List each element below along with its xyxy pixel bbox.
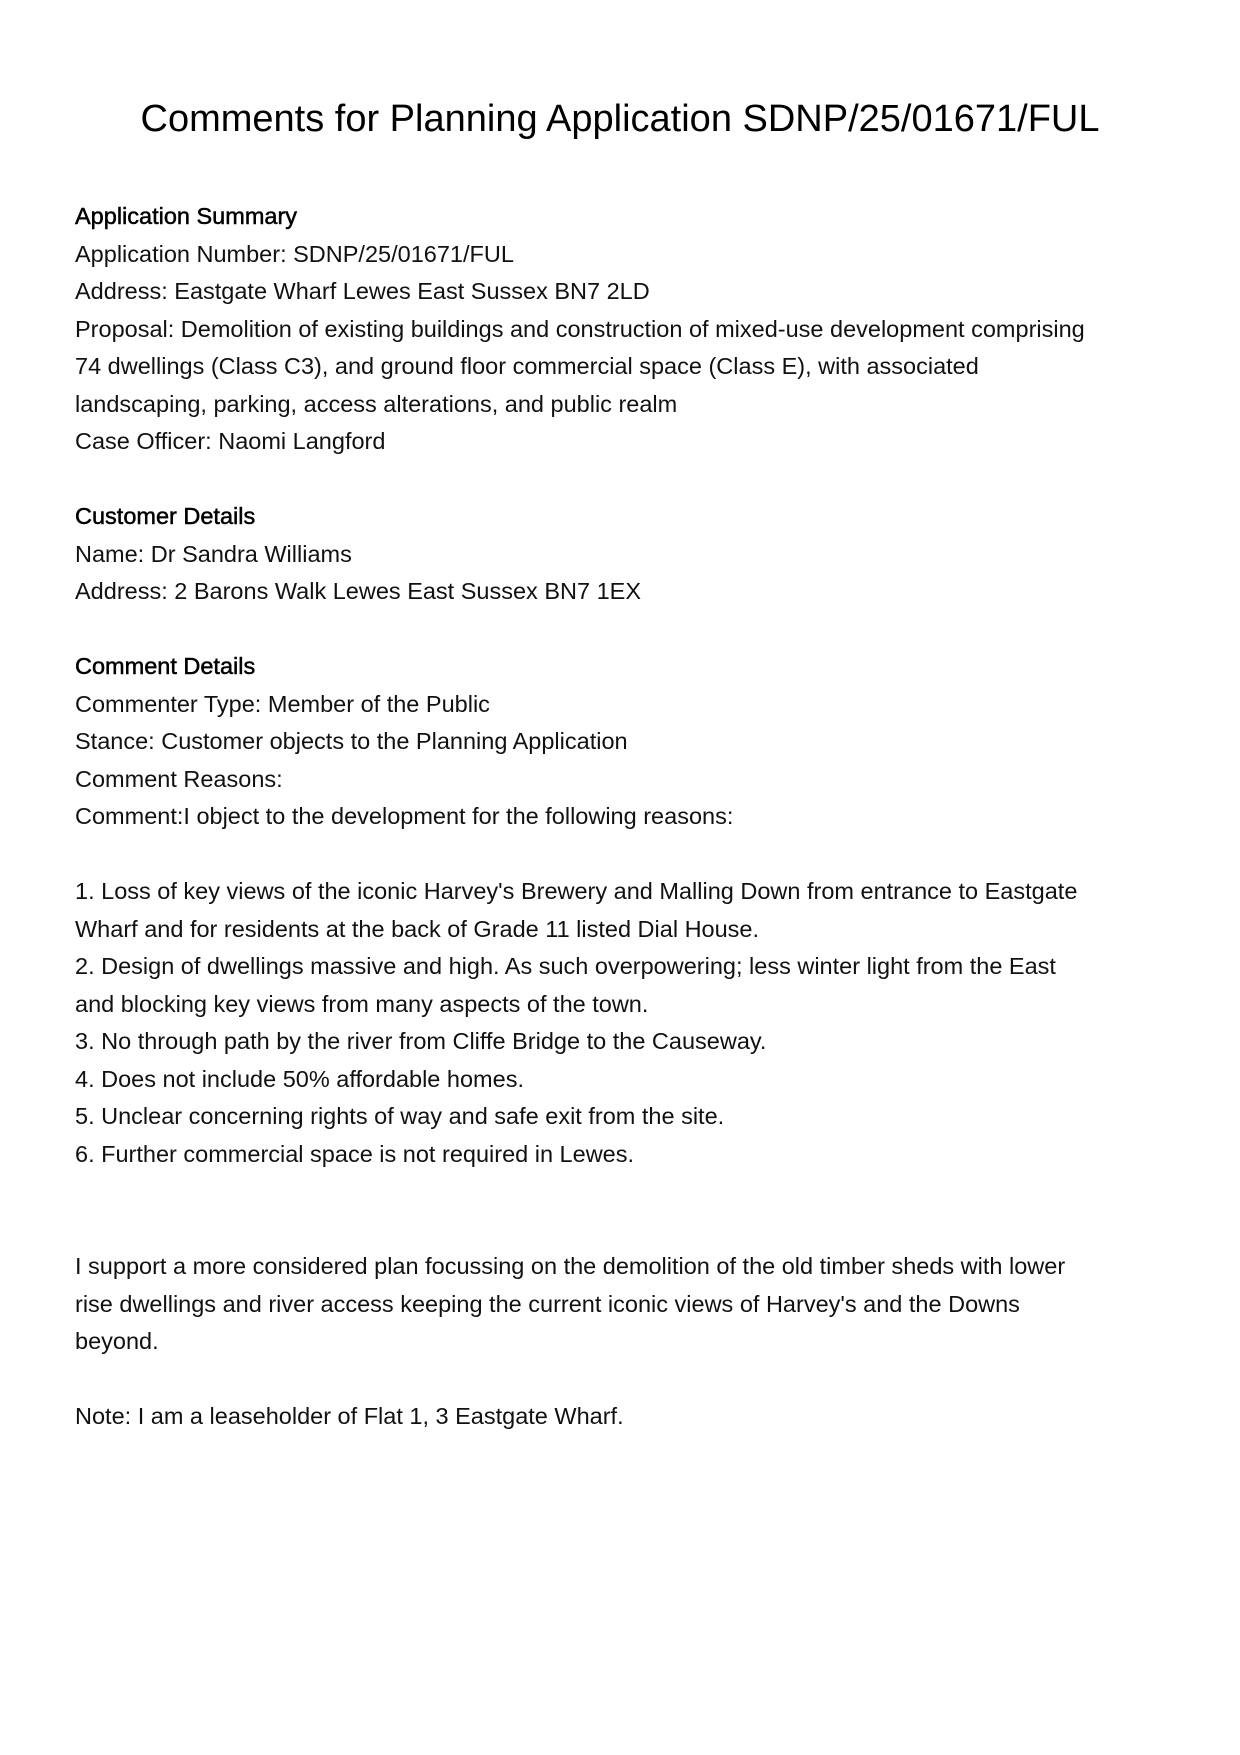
support-line: rise dwellings and river access keeping the current iconic views of Harvey's and the Downs xyxy=(75,1290,1020,1317)
spacer xyxy=(75,1361,1175,1399)
comment-point: 5. Unclear concerning rights of way and safe exit from the site. xyxy=(75,1103,725,1129)
comment-point: 2. Design of dwellings massive and high. As such overpowering; less winter light from the East xyxy=(75,953,1056,979)
stance: Stance: Customer objects to the Planning Application xyxy=(75,728,628,754)
comment-point: 3. No through path by the river from Cliffe Bridge to the Causeway. xyxy=(75,1028,767,1054)
commenter-type: Commenter Type: Member of the Public xyxy=(75,690,490,717)
comment-reasons: Comment Reasons: xyxy=(75,765,283,792)
spacer xyxy=(75,461,1175,499)
application-address: Address: Eastgate Wharf Lewes East Sussex BN7 2LD xyxy=(75,278,650,304)
customer-details-section xyxy=(75,498,1175,611)
case-officer: Case Officer: Naomi Langford xyxy=(75,428,386,454)
leaseholder-note: Note: I am a leaseholder of Flat 1, 3 Eastgate Wharf. xyxy=(75,1403,624,1429)
comment-point: and blocking key views from many aspects of the town. xyxy=(75,990,649,1017)
comment-details-heading: Comment Details xyxy=(75,653,256,679)
proposal-line: 74 dwellings (Class C3), and ground floor commercial space (Class E), with associated xyxy=(75,353,979,379)
application-number: Application Number: SDNP/25/01671/FUL xyxy=(75,240,514,267)
page-title: Comments for Planning Application SDNP/25/01671/FUL xyxy=(140,98,1100,140)
comment-details-section xyxy=(75,648,1175,1436)
application-summary-section xyxy=(75,198,1175,461)
comment-point: Wharf and for residents at the back of Grade 11 listed Dial House. xyxy=(75,915,760,942)
customer-details-heading: Customer Details xyxy=(75,503,256,529)
comment-point: 1. Loss of key views of the iconic Harvey's Brewery and Malling Down from entrance to Eastgate xyxy=(75,878,1078,904)
support-line: beyond. xyxy=(75,1328,159,1354)
support-line: I support a more considered plan focussing on the demolition of the old timber sheds with lower xyxy=(75,1253,1066,1279)
customer-address: Address: 2 Barons Walk Lewes East Sussex BN7 1EX xyxy=(75,578,641,604)
comment-point: 4. Does not include 50% affordable homes. xyxy=(75,1065,524,1092)
customer-name: Name: Dr Sandra Williams xyxy=(75,540,352,567)
application-summary-heading: Application Summary xyxy=(75,203,298,229)
spacer xyxy=(75,611,1175,649)
comment-point: 6. Further commercial space is not required in Lewes. xyxy=(75,1140,635,1167)
document-body xyxy=(75,198,1175,1436)
proposal-line: landscaping, parking, access alterations, and public realm xyxy=(75,390,678,417)
spacer xyxy=(75,836,1175,874)
spacer xyxy=(75,1173,1175,1248)
comment-intro: Comment:I object to the development for the following reasons: xyxy=(75,803,734,829)
proposal-line: Proposal: Demolition of existing buildings and construction of mixed-use development comprising xyxy=(75,315,1085,342)
